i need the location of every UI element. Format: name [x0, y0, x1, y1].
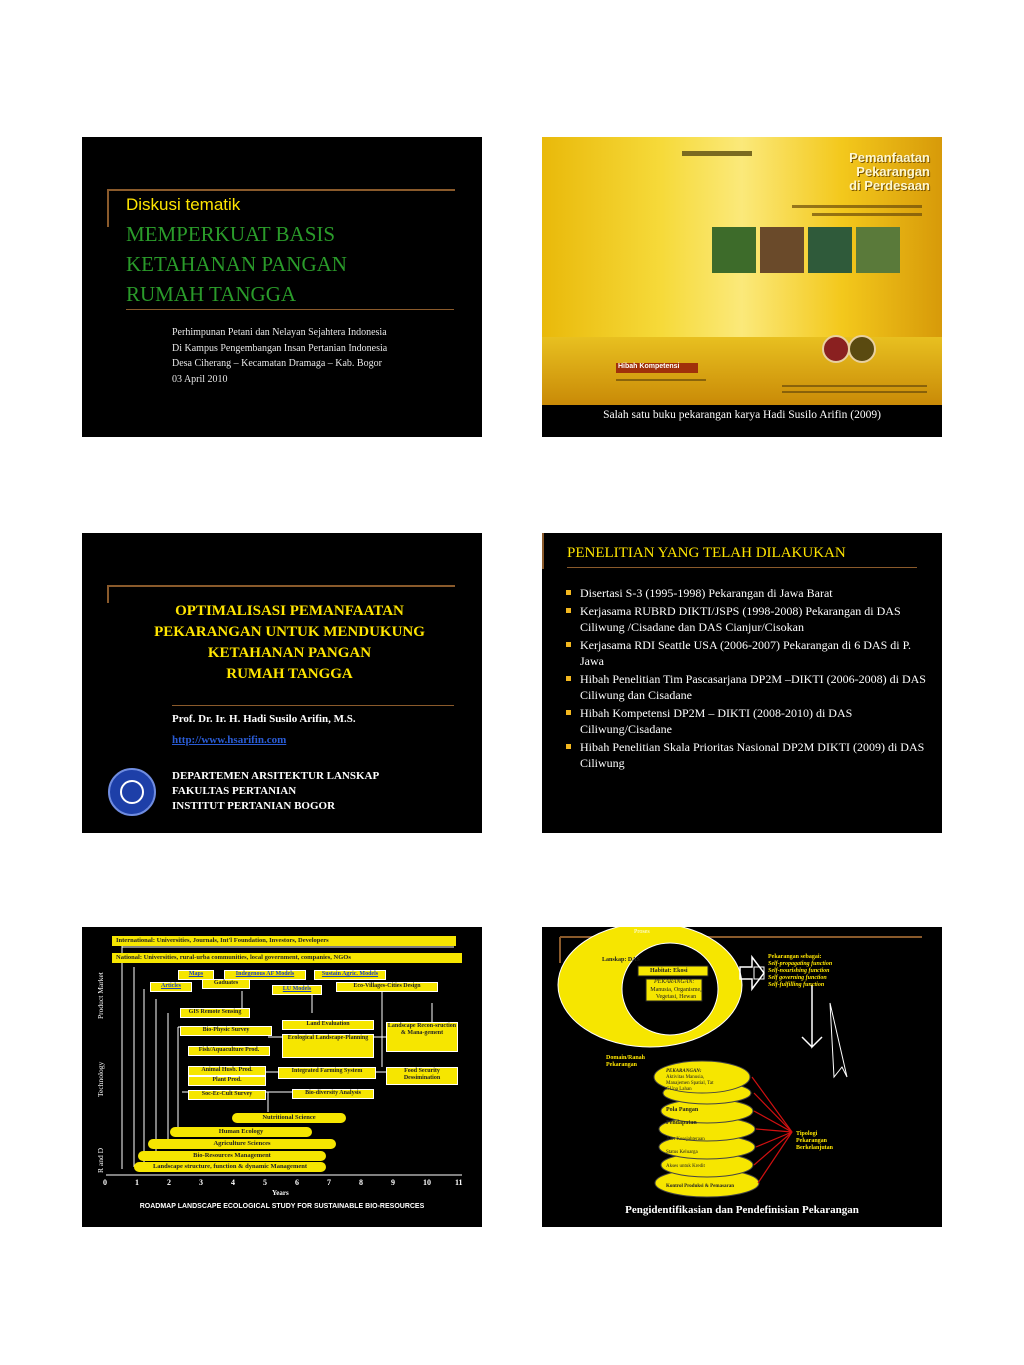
- list-item: [566, 585, 926, 602]
- bullet-icon: [566, 676, 571, 681]
- x-tick-label: 10: [423, 1178, 431, 1187]
- function-item: Self-nourishing function: [768, 968, 830, 974]
- list-item-text: Hibah Kompetensi DP2M – DIKTI (2008-2010) di DAS Ciliwung/Cisadane: [580, 705, 853, 736]
- slide-1: [82, 137, 482, 437]
- box-eco: Eco-Villages-Cities Design: [336, 982, 438, 992]
- list-item-text: Kerjasama RUBRD DIKTI/JSPS (1998-2008) Pekarangan di DAS Ciliwung /Cisadane dan DAS Cianjur/Cisokan: [580, 603, 901, 634]
- slide-5: [82, 927, 482, 1227]
- author-website-link[interactable]: http://www.hsarifin.com: [172, 734, 287, 746]
- decor-rule: [172, 705, 454, 706]
- bullet-icon: [566, 744, 571, 749]
- slide-4: [542, 533, 942, 833]
- research-list: [566, 585, 926, 773]
- bullet-icon: [566, 642, 571, 647]
- list-item-text: Hibah Penelitian Skala Prioritas Nasional DP2M DIKTI (2009) di DAS Ciliwung: [580, 739, 925, 770]
- x-tick-label: 2: [167, 1178, 171, 1187]
- layer-label: Status Keluarga: [666, 1150, 698, 1155]
- cover-text-line: [812, 213, 922, 216]
- list-item: [566, 671, 926, 704]
- x-tick-label: 3: [199, 1178, 203, 1187]
- box-biodiv: Bio-diversity Analysis: [292, 1089, 374, 1099]
- cover-text-line: [782, 391, 927, 393]
- box-ifs: Integrated Farming System: [278, 1067, 376, 1079]
- x-tick-label: 7: [327, 1178, 331, 1187]
- box-graduates: Gaduates: [202, 979, 250, 989]
- image-caption: Salah satu buku pekarangan karya Hadi Susilo Arifin (2009): [603, 409, 881, 421]
- stack-top-sub: Aktivitas Manusia, Manajemen Spatial, Tat GUna Lahan: [666, 1075, 714, 1092]
- domain-line: Domain/Ranah: [606, 1055, 646, 1061]
- info-line: 03 April 2010: [172, 373, 228, 385]
- slide-2: [542, 137, 942, 437]
- title-line: RUMAH TANGGA: [226, 666, 353, 682]
- cover-hibah: Hibah Kompetensi: [616, 363, 698, 373]
- title-line: RUMAH TANGGA: [126, 282, 297, 306]
- function-item: Self-propagating function: [768, 961, 833, 967]
- cover-title-line: Pemanfaatan: [849, 150, 930, 165]
- decor-rule: [107, 189, 109, 227]
- decor-rule: [542, 533, 544, 569]
- bullet-icon: [566, 608, 571, 613]
- box-indigenous[interactable]: Indegenous AF Models: [224, 970, 306, 980]
- function-title: Pekarangan sebagai:: [768, 954, 822, 960]
- author-name: Prof. Dr. Ir. H. Hadi Susilo Arifin, M.S.: [172, 713, 356, 725]
- decor-rule: [567, 567, 917, 568]
- x-tick-label: 9: [391, 1178, 395, 1187]
- title-line: KETAHANAN PANGAN: [126, 252, 347, 276]
- cover-text-line: [782, 385, 927, 387]
- box-plant: Plant Prod.: [188, 1076, 266, 1086]
- isbn-strip: [682, 151, 752, 156]
- cover-photo: [856, 227, 900, 273]
- box-animal: Animal Husb. Prod.: [188, 1066, 266, 1076]
- title-line: OPTIMALISASI PEMANFAATAN: [175, 603, 404, 619]
- decor-rule: [107, 585, 109, 603]
- layer-label: Pola Pangan: [666, 1107, 699, 1113]
- cover-title-line: Pekarangan: [856, 164, 930, 179]
- cover-band: [542, 337, 942, 405]
- bar-agri: Agriculture Sciences: [148, 1139, 336, 1149]
- bar-national: National: Universities, rural-urba communities, local government, companies, NGOs: [112, 953, 462, 963]
- slide-6: [542, 927, 942, 1227]
- function-item: Self governing function: [768, 975, 827, 981]
- box-landeval: Land Evaluation: [282, 1020, 374, 1030]
- layer-label: Aset Kesejahteraan: [666, 1137, 705, 1142]
- decor-rule: [107, 189, 455, 191]
- title-line: MEMPERKUAT BASIS: [126, 222, 336, 246]
- bar-human: Human Ecology: [170, 1127, 312, 1137]
- title-line: PEKARANGAN UNTUK MENDUKUNG: [154, 624, 425, 640]
- decor-rule: [107, 585, 455, 587]
- axis-label-technology: Technology: [96, 1061, 105, 1097]
- slide-kicker: Diskusi tematik: [126, 195, 241, 214]
- cover-title: [849, 151, 930, 193]
- list-item-text: Hibah Penelitian Tim Pascasarjana DP2M –DIKTI (2006-2008) di DAS Ciliwung dan Cisadane: [580, 671, 926, 702]
- x-tick-label: 1: [135, 1178, 139, 1187]
- axis-label-rnd: R and D: [96, 1148, 105, 1173]
- department-info: [172, 769, 379, 814]
- roadmap-footer: ROADMAP LANDSCAPE ECOLOGICAL STUDY FOR SUSTAINABLE BIO-RESOURCES: [139, 1203, 425, 1210]
- habitat-label: Habitat: Ekosi: [650, 968, 688, 974]
- book-cover-image: [542, 137, 942, 405]
- bar-landscape: Landscape structure, function & dynamic Management: [134, 1162, 326, 1172]
- layer-label: Pendapatan: [666, 1120, 697, 1126]
- box-maps[interactable]: Maps: [178, 970, 214, 980]
- list-item-text: Disertasi S-3 (1995-1998) Pekarangan di Jawa Barat: [580, 586, 833, 600]
- info-line: Perhimpunan Petani dan Nelayan Sejahtera Indonesia: [172, 327, 387, 338]
- slide-3: [82, 533, 482, 833]
- cover-photo: [712, 227, 756, 273]
- tipologi-line: Tipologi: [796, 1131, 818, 1137]
- info-line: Desa Ciherang – Kecamatan Dramaga – Kab. Bogor: [172, 358, 382, 369]
- function-item: Self-fulfilling function: [768, 982, 825, 988]
- box-sustain[interactable]: Sustain Agric. Models: [314, 970, 386, 980]
- box-articles[interactable]: Articles: [150, 982, 192, 992]
- diagram-footer: Pengidentifikasian dan Pendefinisian Pekarangan: [625, 1204, 859, 1216]
- pekarangan-sub: Manusia, Organisme, Vegetasi, Hewan: [650, 987, 702, 1000]
- pekarangan-label: PEKARANGAN:: [654, 979, 695, 985]
- box-food: Food Security Dessimination: [386, 1067, 458, 1085]
- box-biophysic: Bio-Physic Survey: [180, 1026, 272, 1036]
- x-tick-label: 5: [263, 1178, 267, 1187]
- slide-title: [112, 601, 467, 685]
- cover-photo: [808, 227, 852, 273]
- box-gis: GIS Remote Sensing: [180, 1008, 250, 1018]
- list-item-text: Kerjasama RDI Seattle USA (2006-2007) Pekarangan di 6 DAS di P. Jawa: [580, 637, 911, 668]
- decor-rule: [126, 309, 454, 310]
- bar-bio: Bio-Resources Management: [138, 1151, 326, 1161]
- box-lu[interactable]: LU Models: [272, 985, 322, 995]
- x-tick-label: 0: [103, 1178, 107, 1187]
- ministry-seal: [848, 335, 876, 363]
- bullet-icon: [566, 590, 571, 595]
- proses-label: Proses: [634, 929, 650, 935]
- x-tick-label: 11: [455, 1178, 463, 1187]
- domain-line: Pekarangan: [606, 1062, 638, 1068]
- list-item: [566, 705, 926, 738]
- layer-label: Kontrol Produksi & Pemasaran: [666, 1184, 735, 1189]
- bar-nutritional: Nutritional Science: [232, 1113, 346, 1123]
- slide-title: PENELITIAN YANG TELAH DILAKUKAN: [567, 545, 846, 561]
- x-axis-title: Years: [272, 1189, 289, 1197]
- tipologi-line: Pekarangan: [796, 1138, 828, 1144]
- dept-line: DEPARTEMEN ARSITEKTUR LANSKAP: [172, 770, 380, 782]
- function-list: [768, 954, 878, 989]
- dept-line: FAKULTAS PERTANIAN: [172, 785, 297, 797]
- list-item: [566, 739, 926, 772]
- dept-line: INSTITUT PERTANIAN BOGOR: [172, 800, 336, 812]
- layer-label: Akses untuk Kredit: [666, 1164, 705, 1169]
- pekarangan-diagram: [542, 927, 942, 1227]
- event-info: [172, 325, 472, 387]
- box-recon: Landscape Recon-sruction & Mana-gement: [386, 1022, 458, 1052]
- ipb-logo: [108, 768, 156, 816]
- university-seal: [822, 335, 850, 363]
- lanskap-label: Lanskap: DAS: [602, 957, 640, 963]
- cover-text-line: [792, 205, 922, 208]
- axis-label-market: Product Market: [96, 972, 105, 1019]
- tipologi-line: Berkelanjutan: [796, 1145, 834, 1151]
- tipologi-label: [796, 1131, 833, 1152]
- box-fish: Fish/Aquaculture Prod.: [188, 1046, 270, 1056]
- stack-top-label: PEKARANGAN:: [666, 1069, 702, 1074]
- box-ecoplan: Ecological Landscape-Planning: [282, 1034, 374, 1058]
- x-tick-label: 8: [359, 1178, 363, 1187]
- box-socec: Soc-Ec-Cult Survey: [188, 1090, 266, 1100]
- x-tick-label: 6: [295, 1178, 299, 1187]
- cover-text-line: [616, 379, 706, 381]
- bullet-icon: [566, 710, 571, 715]
- cover-title-line: di Perdesaan: [849, 178, 930, 193]
- cover-photo: [760, 227, 804, 273]
- info-line: Di Kampus Pengembangan Insan Pertanian Indonesia: [172, 342, 388, 354]
- title-line: KETAHANAN PANGAN: [207, 645, 372, 661]
- list-item: [566, 603, 926, 636]
- x-tick-label: 4: [231, 1178, 235, 1187]
- list-item: [566, 637, 926, 670]
- slide-title: [126, 219, 426, 309]
- domain-label: [606, 1055, 645, 1069]
- bar-international: International: Universities, Journals, Int'l Foundation, Investors, Developers: [112, 936, 456, 946]
